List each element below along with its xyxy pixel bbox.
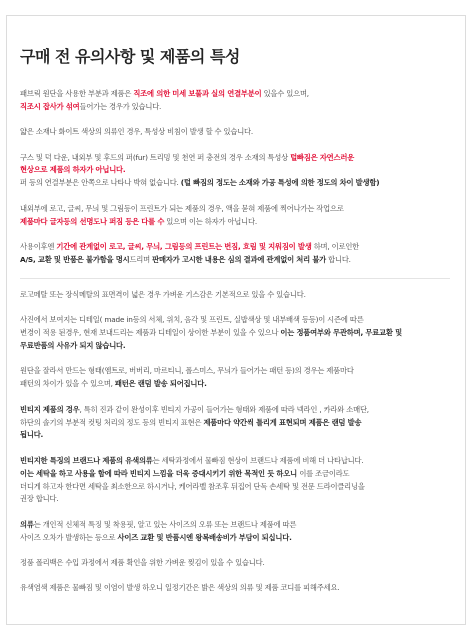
notice-text: 원단을 잘라서 만드는 형태(엠트로, 버버리, 마르티니, 폴스미스, 무늬가 들어가는 패턴 등)의 경우는 제품마다: [20, 366, 354, 376]
emphasis-text: 빈티지한 특징의 브랜드나 제품의 유색의류: [20, 455, 153, 465]
notice-paragraph: [20, 203, 450, 229]
notice-line: [20, 289, 450, 302]
notice-line: [20, 582, 450, 595]
notice-paragraph: [20, 152, 450, 191]
emphasis-text: 제품마다 약간씩 틀리게 표현되며 제품은 랜덤 발송: [203, 417, 362, 427]
notice-text: 는 개인적 신체적 특징 및 착용핏, 알고 있는 사이즈의 오류 또는 브랜드나 제품에 따른: [33, 519, 297, 529]
notice-line: [20, 88, 450, 101]
notice-paragraph: [20, 365, 450, 391]
notice-line: [20, 557, 450, 570]
notice-line: [20, 532, 450, 545]
highlight-warning-text: 현상으로 제품의 하자가 아닙니다.: [20, 165, 126, 175]
notice-paragraph: [20, 126, 450, 139]
emphasis-text: (털 빠짐의 정도는 소재와 가공 특성에 의한 정도의 차이 발생함): [180, 178, 380, 188]
notice-text: 합니다.: [326, 254, 351, 264]
highlight-warning-text: 직조시 잡사가 섞여: [20, 101, 80, 111]
notice-text: , 특히 진과 같이 완성이후 빈티지 가공이 들어가는 형태와 제품에 따라 넥라인 , 카라와 소매단,: [79, 404, 369, 414]
notice-text: 정품 폴리백은 수입 과정에서 제품 확인을 위한 가벼운 찢김이 있을 수 있습니다.: [20, 557, 265, 567]
notice-text: 이를 조금이라도: [299, 468, 350, 478]
notice-line: [20, 216, 450, 229]
notice-line: [20, 327, 450, 340]
notice-line: [20, 404, 450, 417]
notice-line: [20, 254, 450, 267]
notice-line: [20, 519, 450, 532]
notice-text: 는 세탁과정에서 물빠짐 현상이 브랜드나 제품에 비해 더 나타납니다.: [152, 455, 364, 465]
highlight-warning-text: 직조에 의한 미세 보풀과 실의 연결부분이: [133, 89, 262, 98]
emphasis-text: A/S, 교환 및 반품은 불가함을 명시: [20, 254, 130, 264]
notice-line: [20, 493, 450, 506]
notice-line: [20, 101, 450, 114]
notice-text: 패브릭 원단을 사용한 부분과 제품은: [20, 89, 134, 98]
notice-text: 구스 및 덕 다운, 내외부 및 후드의 퍼(fur) 트리밍 및 천연 퍼 충전의 경우 소재의 특성상: [20, 152, 291, 162]
notice-paragraph: [20, 88, 450, 114]
notice-text: 있으며 이는 하자가 아닙니다.: [164, 216, 257, 226]
notice-line: [20, 481, 450, 494]
page-title: 구매 전 유의사항 및 제품의 특성: [20, 47, 240, 66]
notice-line: [20, 177, 450, 190]
notice-line: [20, 314, 450, 327]
notice-line: [20, 241, 450, 254]
notice-line: [20, 152, 450, 165]
notice-line: [20, 340, 450, 353]
notice-line: [20, 164, 450, 177]
notice-text: 퍼 등의 연결부분은 안쪽으로 나타나 박혀 없습니다.: [20, 178, 181, 188]
notice-text: 유색염색 제품은 물빠짐 및 이염이 발생 하오니 일정기간은 밝은 색상의 의류 및 제품 코디를 피해주세요.: [20, 583, 340, 593]
emphasis-text: 의류: [20, 519, 34, 529]
notice-text: 사진에서 보여지는 디테일( made in등의 서체, 위치, 음각 및 프린트, 실밥색상 및 내부배색 등등)이 시즌에 따른: [20, 315, 364, 325]
emphasis-text: 이는 정품여부와 무관: [280, 328, 347, 338]
highlight-warning-text: 털빠짐은 자연스러운: [290, 152, 355, 162]
notice-text: 내외부에 로고, 글씨, 무늬 및 그림등이 프린트가 되는 제품의 경우, 액을 묻혀 제품에 찍어나가는 작업으로: [20, 203, 344, 213]
emphasis-text: 판매자가 고시한 내용은 심의 결과에 관계없이 처리 불가: [152, 254, 327, 264]
emphasis-text: 하며, 무료교환 및: [346, 328, 402, 338]
notice-text: 패턴의 차이가 있을 수 있으며,: [20, 379, 115, 389]
notice-paragraph: [20, 455, 450, 507]
emphasis-text: 이는 세탁을 하고 사용을 함에 따라 빈티지 느낌을 더욱 증대시키기 위한 목적인 듯 하오니: [20, 468, 300, 478]
notice-paragraph: [20, 278, 450, 302]
notice-paragraph: [20, 404, 450, 443]
notice-text: 변경이 적용 된경우, 현재 보내드리는 제품과 디테일이 상이한 부분이 있을 수 있으나: [20, 328, 281, 338]
notice-text: 하며, 이로인한: [311, 241, 360, 251]
notice-text: 더디게 하고자 한다면 세탁을 최소한으로 하시거나, 케어라벨 참조후 뒤집어 단독 손세탁 및 전문 드라이클리닝을: [20, 481, 365, 491]
section-divider: [20, 278, 450, 279]
notice-text: 하단의 솔기의 부분적 컷팅 처리의 정도 등의 빈티지 표현은: [20, 417, 204, 427]
notice-text: 사용이후엔: [20, 241, 57, 251]
highlight-warning-text: 제품마다 글자등의 선명도나 퍼짐 등은 다를 수: [20, 216, 165, 226]
notice-text: 얇은 소재나 화이트 색상의 의류인 경우, 특성상 비침이 발생 할 수 있습니다.: [20, 127, 254, 137]
notice-line: [20, 126, 450, 139]
notice-text: 권장 합니다.: [20, 494, 59, 504]
notice-text: 들어가는 경우가 있습니다.: [79, 101, 162, 111]
notice-line: [20, 365, 450, 378]
notice-paragraph: [20, 519, 450, 545]
notice-paragraph: [20, 314, 450, 353]
notice-paragraph: [20, 582, 450, 595]
notice-line: [20, 203, 450, 216]
notice-line: [20, 455, 450, 468]
emphasis-text: 빈티지 제품의 경우: [20, 404, 80, 414]
notice-line: [20, 378, 450, 391]
notice-content: [20, 88, 450, 608]
notice-line: [20, 417, 450, 430]
notice-paragraph: [20, 557, 450, 570]
highlight-warning-text: 기간에 관계없이 로고, 글씨, 무늬, 그림등의 프린트는 번짐, 흐림 및 지워짐이 발생: [56, 241, 312, 251]
notice-line: [20, 468, 450, 481]
notice-text: 드리며: [129, 254, 153, 264]
notice-paragraph: [20, 241, 450, 267]
emphasis-text: 패턴은 랜덤 발송 되어집니다.: [114, 379, 207, 389]
emphasis-text: 무료반품의 사유가 되지 않습니다.: [20, 341, 126, 351]
notice-text: 로고메탈 또는 장식메탈의 표면격이 넓은 경우 가벼운 기스감은 기본적으로 있을 수 있습니다.: [20, 290, 306, 300]
notice-text: 있을수 있으며,: [261, 89, 309, 98]
emphasis-text: 됩니다.: [20, 430, 44, 440]
notice-line: [20, 429, 450, 442]
emphasis-text: 사이즈 교환 및 반품시엔 왕복배송비가 부담이 되십니다.: [117, 532, 292, 542]
notice-text: 사이즈 오차가 발생하는 등으로: [20, 532, 118, 542]
